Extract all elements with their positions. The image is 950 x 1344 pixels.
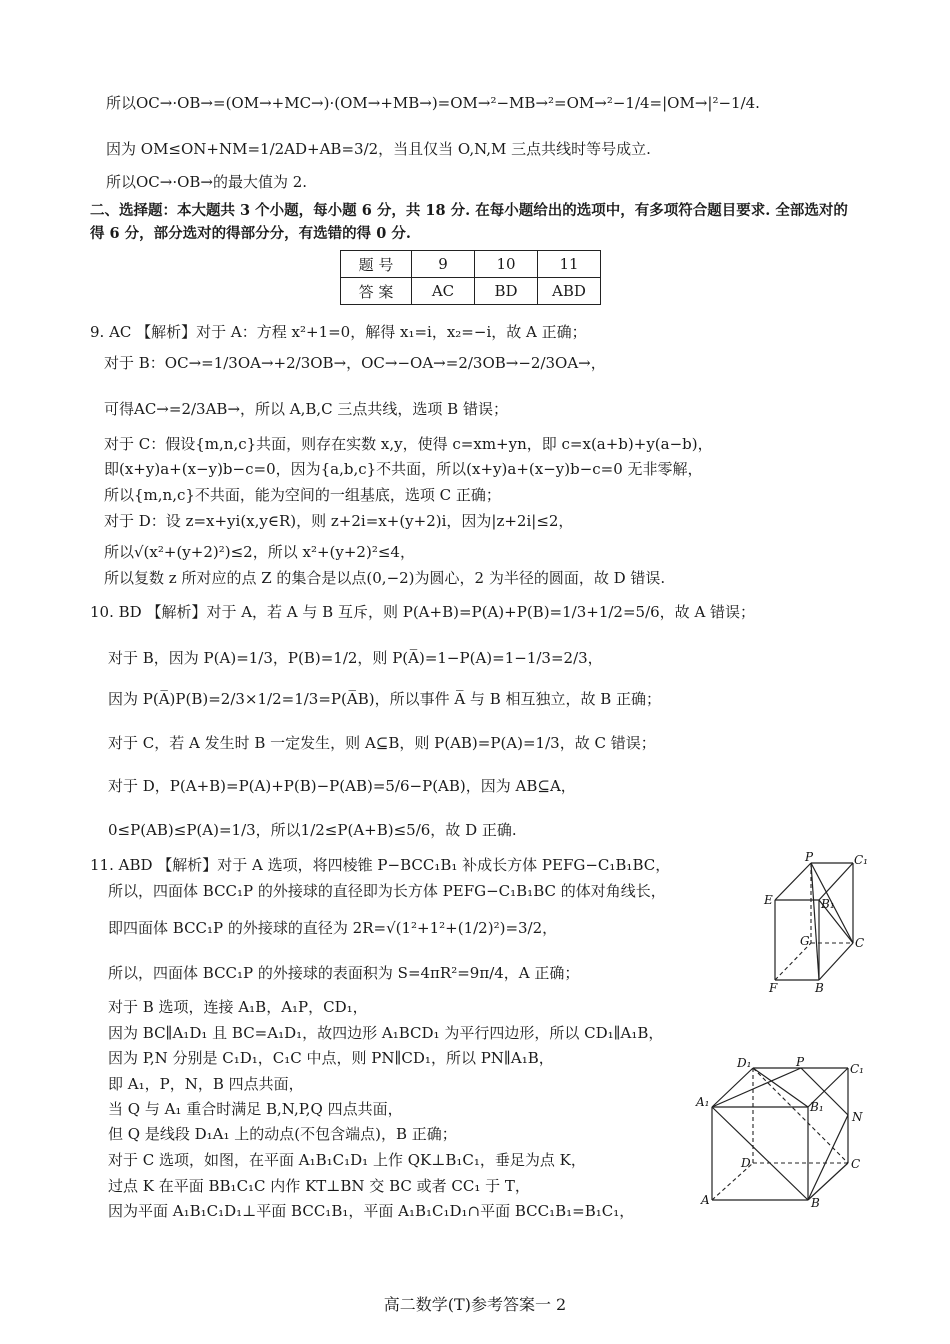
text-line: 对于 C：假设{m,n,c}共面，则存在实数 x,y，使得 c=xm+yn，即 c=x(a+b)+y(a−b)， <box>104 435 713 453</box>
table-row <box>341 251 601 278</box>
vertex-label: A₁ <box>696 1095 710 1109</box>
text-line: 对于 D，P(A+B)=P(A)+P(B)−P(AB)=5/6−P(AB)，因为 AB⊆A， <box>108 777 576 795</box>
text-line: 因为 P,N 分别是 C₁D₁，C₁C 中点，则 PN∥CD₁，所以 PN∥A₁B， <box>108 1049 554 1067</box>
vertex-label: P <box>796 1055 805 1069</box>
table-cell: 题 号 <box>341 251 412 278</box>
vertex-label: A <box>701 1193 710 1207</box>
table-cell: 10 <box>475 251 538 278</box>
vertex-label: B₁ <box>821 897 835 911</box>
vertex-label: C <box>855 936 865 950</box>
text-line: 所以，四面体 BCC₁P 的外接球的表面积为 S=4πR²=9π/4，A 正确； <box>108 964 580 982</box>
vertex-label: D <box>741 1156 751 1170</box>
table-cell: 9 <box>412 251 475 278</box>
vertex-label: C₁ <box>854 853 868 867</box>
vertex-label: G <box>800 934 810 948</box>
text-line: 即四面体 BCC₁P 的外接球的直径为 2R=√(1²+1²+(1/2)²)=3/2， <box>108 919 558 937</box>
vertex-label: B <box>815 981 824 995</box>
text-line: 所以{m,n,c}不共面，能为空间的一组基底，选项 C 正确； <box>104 486 501 504</box>
vertex-label: D₁ <box>737 1056 752 1070</box>
cuboid-figure <box>755 850 875 996</box>
text-line: 当 Q 与 A₁ 重合时满足 B,N,P,Q 四点共面， <box>108 1100 403 1118</box>
text-line: 对于 C，若 A 发生时 B 一定发生，则 A⊆B，则 P(AB)=P(A)=1/3，故 C 错误； <box>108 734 656 752</box>
text-line: 因为 P(A̅)P(B)=2/3×1/2=1/3=P(A̅B)，所以事件 A̅ 与 B 相互独立，故 B 正确； <box>108 690 662 708</box>
vertex-label: F <box>769 981 778 995</box>
cube-figure <box>693 1055 873 1210</box>
vertex-label: P <box>805 850 814 864</box>
vertex-label: B <box>811 1196 820 1210</box>
section-heading: 二、选择题：本大题共 3 个小题，每小题 6 分，共 18 分. 在每小题给出的选项中，有多项符合题目要求. 全部选对的 <box>90 202 848 219</box>
text-line: 对于 B：OC→=1/3OA→+2/3OB→，OC→−OA→=2/3OB→−2/3OA→， <box>104 354 606 372</box>
table-cell: BD <box>475 278 538 305</box>
vertex-label: C <box>851 1157 861 1171</box>
page-footer: 高二数学(T)参考答案一 2 <box>383 1295 567 1314</box>
text-line: 所以，四面体 BCC₁P 的外接球的直径即为长方体 PEFG−C₁B₁BC 的体对角线长， <box>108 882 666 900</box>
text-line: 所以√(x²+(y+2)²)≤2，所以 x²+(y+2)²≤4， <box>104 543 415 561</box>
vertex-label: B₁ <box>810 1100 824 1114</box>
text-line: 所以OC→·OB→的最大值为 2. <box>106 173 308 191</box>
text-line: 10. BD 【解析】对于 A，若 A 与 B 互斥，则 P(A+B)=P(A)+P(B)=1/3+1/2=5/6，故 A 错误； <box>90 603 756 621</box>
vertex-label: C₁ <box>850 1062 864 1076</box>
text-line: 因为 OM≤ON+NM=1/2AD+AB=3/2，当且仅当 O,N,M 三点共线时等号成立. <box>106 140 651 158</box>
text-line: 即(x+y)a+(x−y)b−c=0，因为{a,b,c}不共面，所以(x+y)a+(x−y)b−c=0 无非零解， <box>104 460 703 478</box>
section-heading: 得 6 分，部分选对的得部分分，有选错的得 0 分. <box>90 225 411 242</box>
text-line: 但 Q 是线段 D₁A₁ 上的动点(不包含端点)，B 正确； <box>108 1125 457 1143</box>
table-cell: 11 <box>538 251 601 278</box>
answer-table <box>340 250 601 305</box>
text-line: 因为平面 A₁B₁C₁D₁⊥平面 BCC₁B₁，平面 A₁B₁C₁D₁∩平面 BCC₁B₁=B₁C₁， <box>108 1202 635 1220</box>
text-line: 所以OC→·OB→=(OM→+MC→)·(OM→+MB→)=OM→²−MB→²=OM→²−1/4=|OM→|²−1/4. <box>106 94 760 112</box>
text-line: 可得AC→=2/3AB→，所以 A,B,C 三点共线，选项 B 错误； <box>104 400 508 418</box>
text-line: 因为 BC∥A₁D₁ 且 BC=A₁D₁，故四边形 A₁BCD₁ 为平行四边形，所以 CD₁∥A₁B， <box>108 1024 664 1042</box>
text-line: 对于 D：设 z=x+yi(x,y∈R)，则 z+2i=x+(y+2)i，因为|z+2i|≤2， <box>104 512 574 530</box>
text-line: 9. AC 【解析】对于 A：方程 x²+1=0，解得 x₁=i，x₂=−i，故 A 正确； <box>90 323 587 341</box>
text-line: 11. ABD 【解析】对于 A 选项，将四棱锥 P−BCC₁B₁ 补成长方体 PEFG−C₁B₁BC， <box>90 856 671 874</box>
table-cell: ABD <box>538 278 601 305</box>
table-row <box>341 278 601 305</box>
vertex-label: N <box>852 1110 863 1124</box>
text-line: 对于 B，因为 P(A)=1/3，P(B)=1/2，则 P(A̅)=1−P(A)=1−1/3=2/3， <box>108 649 603 667</box>
text-line: 即 A₁，P，N，B 四点共面， <box>108 1075 304 1093</box>
table-cell: 答 案 <box>341 278 412 305</box>
vertex-label: E <box>764 893 773 907</box>
table-cell: AC <box>412 278 475 305</box>
text-line: 过点 K 在平面 BB₁C₁C 内作 KT⊥BN 交 BC 或者 CC₁ 于 T， <box>108 1177 530 1195</box>
text-line: 所以复数 z 所对应的点 Z 的集合是以点(0,−2)为圆心，2 为半径的圆面，故 D 错误. <box>104 569 666 587</box>
text-line: 0≤P(AB)≤P(A)=1/3，所以1/2≤P(A+B)≤5/6，故 D 正确. <box>108 821 517 839</box>
text-line: 对于 C 选项，如图，在平面 A₁B₁C₁D₁ 上作 QK⊥B₁C₁，垂足为点 K， <box>108 1151 586 1169</box>
text-line: 对于 B 选项，连接 A₁B，A₁P，CD₁， <box>108 998 368 1016</box>
